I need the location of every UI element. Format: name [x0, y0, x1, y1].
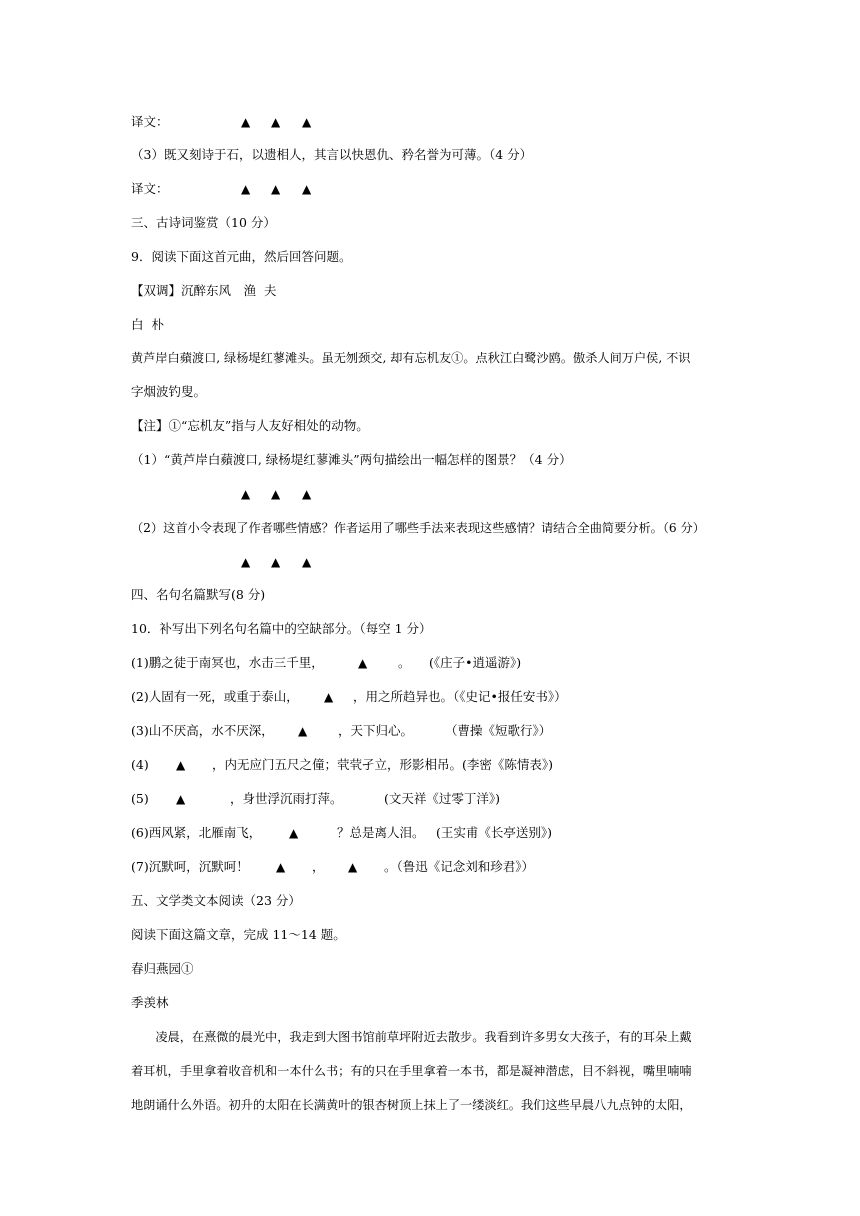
article-paragraph: 地朗诵什么外语。初升的太阳在长满黄叶的银杏树顶上抹上了一缕淡红。我们这些早晨八九点钟的太阳， — [131, 1098, 692, 1112]
answer-blank-marker: ▲ — [271, 115, 281, 129]
section-heading: 五、文学类文本阅读（23 分） — [131, 893, 301, 908]
fill-item-text: (7)沉默呵，沉默呵！ — [131, 859, 249, 874]
answer-blank-marker: ▲ — [276, 860, 286, 874]
fill-item-text: ， — [312, 859, 325, 874]
fill-item-text: ，用之所趋异也。（《史记•报任安书》） — [353, 689, 567, 704]
fill-item-text: ，身世浮沉雨打萍。 — [230, 791, 343, 806]
fill-item-text: 。（鲁迅《记念刘和珍君》） — [384, 859, 535, 874]
answer-blank-marker: ▲ — [348, 860, 358, 874]
fill-item-text: (6)西风紧，北雁南飞， — [131, 825, 262, 840]
fill-item-text: (4) — [131, 757, 149, 772]
question-text: 阅读下面这篇文章，完成 11～14 题。 — [131, 927, 346, 942]
answer-blank-marker: ▲ — [302, 487, 312, 501]
poem-body: 字烟波钓叟。 — [131, 384, 207, 399]
poem-author: 白 朴 — [131, 317, 164, 332]
question-text: 10．补写出下列名句名篇中的空缺部分。（每空 1 分） — [131, 621, 432, 636]
section-heading: 四、名句名篇默写(8 分) — [131, 587, 266, 602]
fill-item-text: ，天下归心。 — [338, 723, 414, 738]
fill-item-text: (2)人固有一死，或重于泰山， — [131, 689, 299, 704]
fill-item-source: （曹操《短歌行》） — [445, 723, 552, 738]
fill-item-text: (3)山不厌高，水不厌深， — [131, 723, 274, 738]
question-text: （3）既又刻诗于石，以遗相人，其言以快恩仇、矜名誉为可薄。（4 分） — [131, 147, 533, 162]
article-author: 季羡林 — [131, 995, 169, 1010]
poem-body: 黄芦岸白蘋渡口, 绿杨堤红蓼滩头。虽无刎颈交, 却有忘机友①。点秋江白鹭沙鸥。傲杀人间万户侯, 不识 — [131, 351, 691, 365]
fill-item-text: (1)鹏之徒于南冥也，水击三千里， — [131, 655, 324, 670]
answer-blank-marker: ▲ — [241, 555, 251, 569]
annotation-note: 【注】①“忘机友”指与人友好相处的动物。 — [131, 418, 369, 433]
answer-blank-marker: ▲ — [289, 826, 299, 840]
answer-blank-marker: ▲ — [358, 656, 368, 670]
answer-blank-marker: ▲ — [176, 758, 186, 772]
fill-item-text: (5) — [131, 791, 149, 806]
fill-item-text: 。 — [398, 655, 411, 670]
answer-blank-marker: ▲ — [271, 487, 281, 501]
answer-blank-marker: ▲ — [271, 182, 281, 196]
translation-label: 译文： — [131, 181, 169, 196]
answer-blank-marker: ▲ — [298, 724, 308, 738]
answer-blank-marker: ▲ — [302, 115, 312, 129]
article-paragraph: 着耳机，手里拿着收音机和一本什么书；有的只在手里拿着一本书，都是凝神潜虑，目不斜视，嘴里喃喃 — [131, 1064, 692, 1078]
fill-item-source: (《庄子•逍遥游》) — [429, 655, 522, 670]
answer-blank-marker: ▲ — [241, 115, 251, 129]
article-paragraph: 凌晨，在熹微的晨光中，我走到大图书馆前草坪附近去散步。我看到许多男女大孩子，有的耳朵上戴 — [131, 1030, 692, 1044]
fill-item-text: ，内无应门五尺之僮；茕茕孑立，形影相吊。(李密《陈情表》) — [212, 757, 554, 772]
translation-label: 译文： — [131, 114, 169, 129]
answer-blank-marker: ▲ — [302, 182, 312, 196]
answer-blank-marker: ▲ — [302, 555, 312, 569]
answer-blank-marker: ▲ — [176, 792, 186, 806]
article-title: 春归燕园① — [131, 961, 194, 976]
fill-item-source: (王实甫《长亭送别》) — [436, 825, 553, 840]
answer-blank-marker: ▲ — [241, 182, 251, 196]
question-text: （2）这首小令表现了作者哪些情感？作者运用了哪些手法来表现这些感情？请结合全曲简要分析。（6 分） — [131, 521, 705, 535]
fill-item-source: (文天祥《过零丁洋》) — [384, 791, 501, 806]
section-heading: 三、古诗词鉴赏（10 分） — [131, 215, 276, 230]
answer-blank-marker: ▲ — [241, 487, 251, 501]
answer-blank-marker: ▲ — [324, 690, 334, 704]
fill-item-text: ？总是离人泪。 — [337, 825, 425, 840]
answer-blank-marker: ▲ — [271, 555, 281, 569]
question-text: （1）“黄芦岸白蘋渡口, 绿杨堤红蓼滩头”两句描绘出一幅怎样的图景？（4 分） — [131, 452, 572, 467]
poem-title: 【双调】沉醉东风 渔 夫 — [131, 283, 277, 298]
question-text: 9．阅读下面这首元曲，然后回答问题。 — [131, 249, 352, 264]
